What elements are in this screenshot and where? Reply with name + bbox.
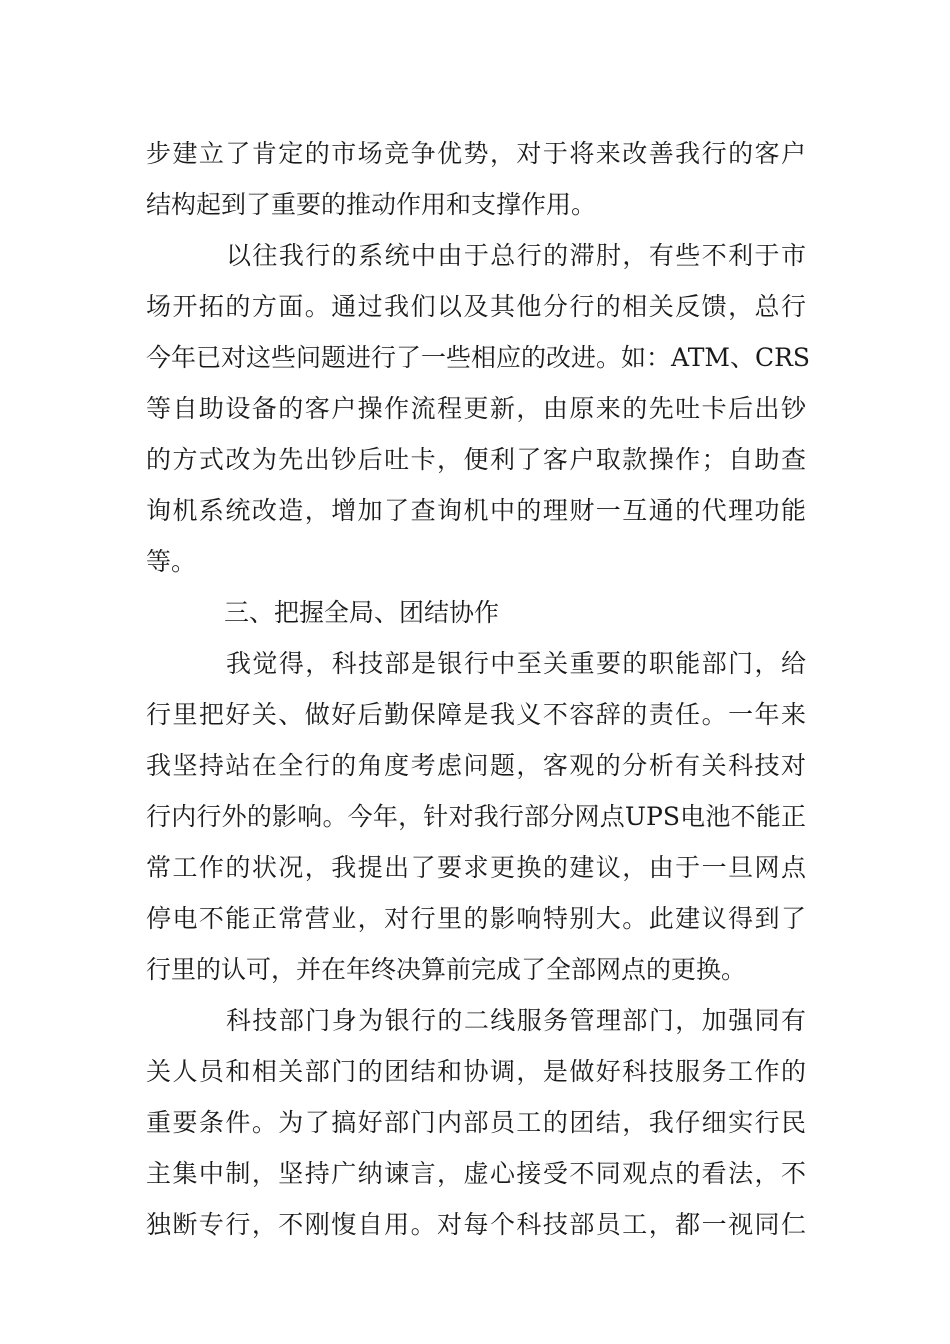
text-line: 关人员和相关部门的团结和协调，是做好科技服务工作的 <box>146 1057 806 1086</box>
text-line: 行里把好关、做好后勤保障是我义不容辞的责任。一年来 <box>146 700 806 729</box>
document-body <box>146 128 811 1250</box>
text-line: 结构起到了重要的推动作用和支撑作用。 <box>146 190 597 219</box>
text-line: 等自助设备的客户操作流程更新，由原来的先吐卡后出钞 <box>146 394 806 423</box>
text-line: 重要条件。为了搞好部门内部员工的团结，我仔细实行民 <box>146 1108 806 1137</box>
text-line: 今年已对这些问题进行了一些相应的改进。如：ATM、CRS <box>146 343 811 372</box>
text-line: 常工作的状况，我提出了要求更换的建议，由于一旦网点 <box>146 853 806 882</box>
text-line: 独断专行，不刚愎自用。对每个科技部员工，都一视同仁 <box>146 1210 806 1239</box>
section-heading <box>146 587 806 638</box>
text-line: 步建立了肯定的市场竞争优势，对于将来改善我行的客户 <box>146 139 806 168</box>
paragraph-3 <box>146 638 806 995</box>
section-heading-text: 三、把握全局、团结协作 <box>224 598 500 627</box>
text-line: 场开拓的方面。通过我们以及其他分行的相关反馈，总行 <box>146 292 806 321</box>
text-line: 停电不能正常营业，对行里的影响特别大。此建议得到了 <box>146 904 806 933</box>
text-line: 行里的认可，并在年终决算前完成了全部网点的更换。 <box>146 955 747 984</box>
paragraph-4 <box>146 995 806 1250</box>
paragraph-2 <box>146 230 811 587</box>
text-line: 询机系统改造，增加了查询机中的理财一互通的代理功能 <box>146 496 806 525</box>
text-line: 科技部门身为银行的二线服务管理部门，加强同有 <box>226 1006 806 1035</box>
text-line: 的方式改为先出钞后吐卡，便利了客户取款操作；自助查 <box>146 445 806 474</box>
text-line: 以往我行的系统中由于总行的滞肘，有些不利于市 <box>226 241 806 270</box>
text-line: 我觉得，科技部是银行中至关重要的职能部门，给 <box>226 649 806 678</box>
text-line: 我坚持站在全行的角度考虑问题，客观的分析有关科技对 <box>146 751 806 780</box>
text-line: 等。 <box>146 547 197 576</box>
text-line: 主集中制，坚持广纳谏言，虚心接受不同观点的看法，不 <box>146 1159 806 1188</box>
paragraph-1 <box>146 128 806 230</box>
text-line: 行内行外的影响。今年，针对我行部分网点UPS电池不能正 <box>146 802 806 831</box>
